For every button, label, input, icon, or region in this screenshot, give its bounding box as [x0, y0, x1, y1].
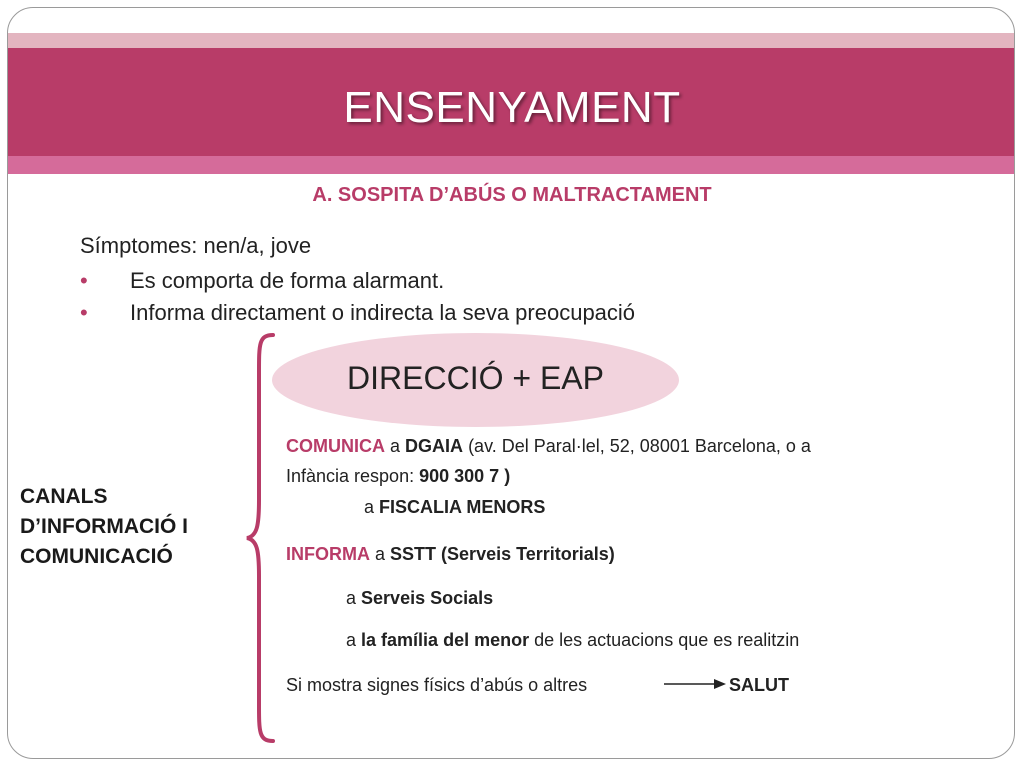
informa-verb: INFORMA	[286, 544, 370, 564]
symptoms-heading: Símptomes: nen/a, jove	[80, 233, 312, 258]
familia-line	[346, 630, 799, 651]
infancia-respon: Infància respon:	[286, 466, 415, 486]
preposition: a	[364, 497, 375, 517]
sstt-target: SSTT (Serveis Territorials)	[390, 544, 615, 564]
preposition: a	[346, 588, 357, 608]
dgaia-address: (av. Del Paral·lel, 52, 08001 Barcelona, o a	[468, 436, 811, 456]
preposition: a	[346, 630, 357, 650]
serveis-socials-line	[346, 588, 493, 609]
comunica-line	[286, 436, 811, 457]
fiscalia-target: FISCALIA MENORS	[379, 497, 546, 517]
top-decorative-strip	[8, 33, 1014, 48]
highlight-label: DIRECCIÓ + EAP	[347, 360, 604, 396]
salut-line	[286, 675, 587, 696]
arrow-right-icon	[664, 677, 726, 691]
salut-target-line	[729, 675, 789, 696]
informa-line	[286, 544, 615, 565]
bullet-icon: •	[80, 300, 88, 325]
channels-label-line: D’INFORMACIÓ I	[20, 515, 188, 538]
symptoms-list	[80, 265, 635, 329]
list-item	[80, 297, 635, 329]
channels-label	[20, 482, 188, 572]
familia-rest: de les actuacions que es realitzin	[534, 630, 800, 650]
channels-label-line: CANALS	[20, 485, 108, 508]
slide-title: ENSENYAMENT	[343, 83, 681, 132]
comunica-line-2	[286, 466, 510, 487]
familia-target: la família del menor	[361, 630, 530, 650]
comunica-verb: COMUNICA	[286, 436, 385, 456]
preposition: a	[375, 544, 386, 564]
phone-number: 900 300 7 )	[419, 466, 511, 486]
preposition: a	[390, 436, 401, 456]
dgaia-target: DGAIA	[405, 436, 464, 456]
bullet-text: Es comporta de forma alarmant.	[130, 268, 445, 293]
salut-text: Si mostra signes físics d’abús o altres	[286, 675, 588, 695]
curly-brace-icon	[245, 332, 275, 744]
channels-label-line: COMUNICACIÓ	[20, 545, 173, 568]
fiscalia-line	[364, 497, 545, 518]
bullet-text: Informa directament o indirecta la seva preocupació	[130, 300, 636, 325]
list-item	[80, 265, 635, 297]
bullet-icon: •	[80, 268, 88, 293]
serveis-socials-target: Serveis Socials	[361, 588, 494, 608]
section-subtitle: A. SOSPITA D’ABÚS O MALTRACTAMENT	[312, 184, 712, 206]
title-underband	[8, 156, 1014, 174]
salut-target: SALUT	[729, 675, 789, 695]
